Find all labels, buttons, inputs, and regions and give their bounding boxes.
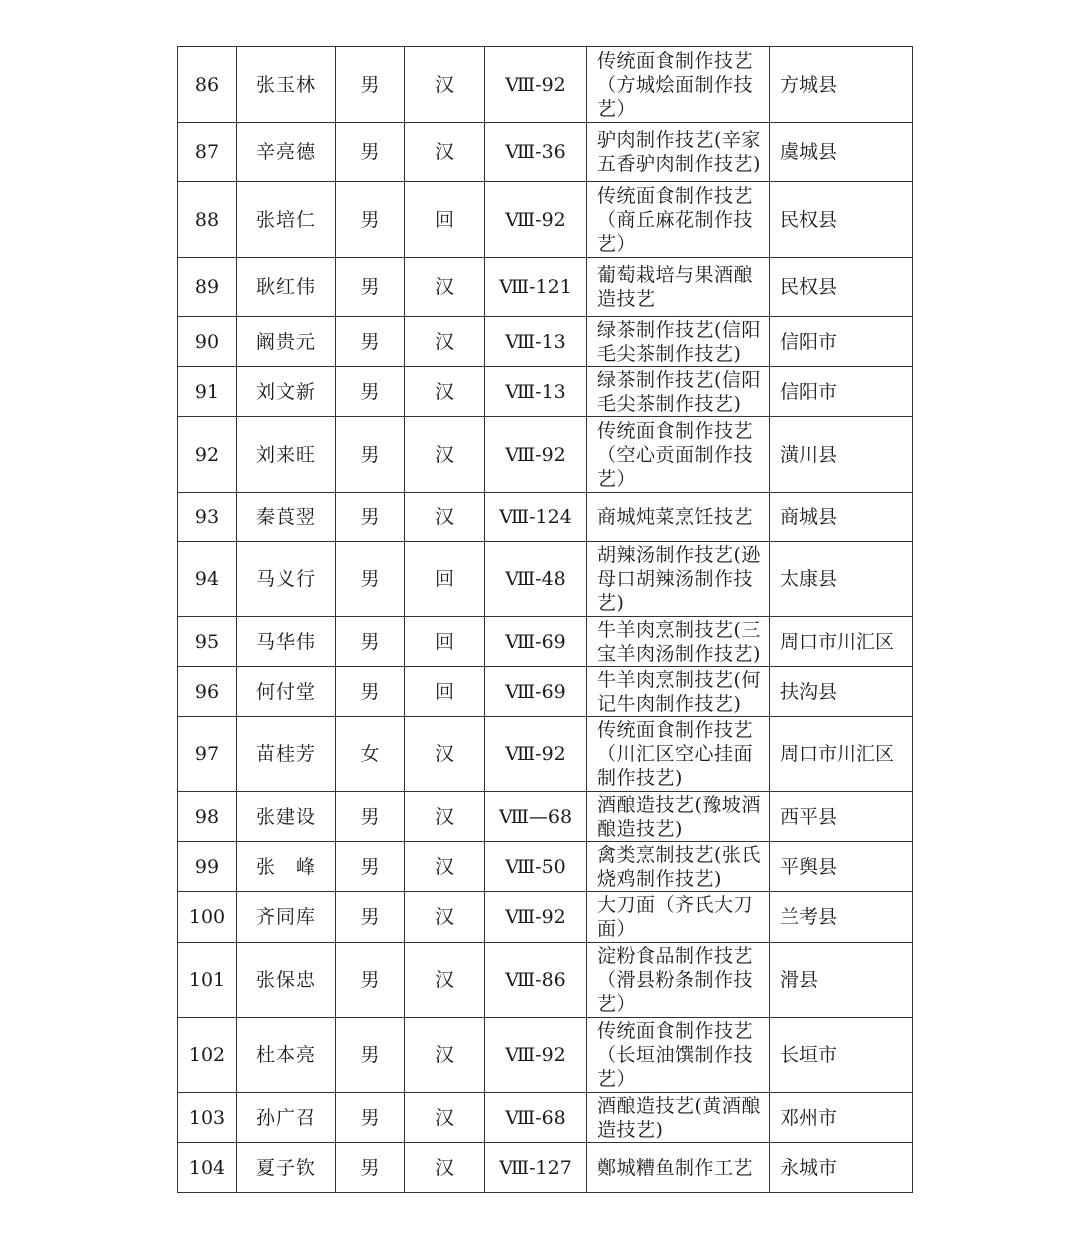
cell-number: 94: [178, 542, 237, 617]
cell-area: 民权县: [770, 258, 913, 317]
table-row: [178, 417, 913, 493]
cell-ethnicity: 汉: [405, 367, 485, 417]
cell-area: 滑县: [770, 943, 913, 1018]
cell-ethnicity: 汉: [405, 317, 485, 367]
cell-ethnicity: 汉: [405, 892, 485, 943]
cell-sex: 男: [336, 182, 405, 258]
cell-name: 刘文新: [237, 367, 336, 417]
cell-project-code: Ⅷ-92: [485, 717, 587, 792]
cell-project-name: 传统面食制作技艺 （商丘麻花制作技 艺）: [587, 182, 770, 258]
cell-area: 邓州市: [770, 1093, 913, 1143]
cell-project-code: Ⅷ-121: [485, 258, 587, 317]
cell-project-code: Ⅷ-92: [485, 1018, 587, 1093]
cell-name: 马义行: [237, 542, 336, 617]
cell-sex: 男: [336, 1143, 405, 1193]
cell-sex: 男: [336, 892, 405, 943]
cell-project-name: 牛羊肉烹制技艺(何 记牛肉制作技艺): [587, 667, 770, 717]
cell-project-name: 牛羊肉烹制技艺(三 宝羊肉汤制作技艺): [587, 617, 770, 667]
cell-area: 太康县: [770, 542, 913, 617]
table-row: [178, 717, 913, 792]
table-row: [178, 1143, 913, 1193]
cell-name: 张 峰: [237, 842, 336, 892]
cell-sex: 女: [336, 717, 405, 792]
cell-sex: 男: [336, 792, 405, 842]
cell-number: 89: [178, 258, 237, 317]
cell-name: 阚贵元: [237, 317, 336, 367]
cell-sex: 男: [336, 667, 405, 717]
cell-number: 91: [178, 367, 237, 417]
table-row: [178, 258, 913, 317]
cell-name: 苗桂芳: [237, 717, 336, 792]
cell-sex: 男: [336, 258, 405, 317]
cell-project-name: 绿茶制作技艺(信阳 毛尖茶制作技艺): [587, 317, 770, 367]
cell-project-code: Ⅷ-124: [485, 493, 587, 542]
cell-project-name: 胡辣汤制作技艺(逊 母口胡辣汤制作技 艺): [587, 542, 770, 617]
cell-project-name: 鄭城糟鱼制作工艺: [587, 1143, 770, 1193]
cell-project-code: Ⅷ-92: [485, 892, 587, 943]
cell-project-name: 传统面食制作技艺 （川汇区空心挂面 制作技艺): [587, 717, 770, 792]
cell-number: 93: [178, 493, 237, 542]
cell-sex: 男: [336, 1093, 405, 1143]
cell-sex: 男: [336, 367, 405, 417]
cell-number: 96: [178, 667, 237, 717]
cell-area: 潢川县: [770, 417, 913, 493]
cell-name: 杜本亮: [237, 1018, 336, 1093]
cell-name: 张建设: [237, 792, 336, 842]
table-row: [178, 367, 913, 417]
cell-number: 95: [178, 617, 237, 667]
cell-sex: 男: [336, 842, 405, 892]
table-row: [178, 123, 913, 182]
cell-project-name: 禽类烹制技艺(张氏 烧鸡制作技艺): [587, 842, 770, 892]
cell-project-name: 葡萄栽培与果酒酿 造技艺: [587, 258, 770, 317]
cell-project-code: Ⅷ-68: [485, 1093, 587, 1143]
cell-project-name: 商城炖菜烹饪技艺: [587, 493, 770, 542]
cell-number: 90: [178, 317, 237, 367]
cell-area: 周口市川汇区: [770, 717, 913, 792]
cell-sex: 男: [336, 47, 405, 123]
cell-sex: 男: [336, 542, 405, 617]
cell-area: 西平县: [770, 792, 913, 842]
table-row: [178, 493, 913, 542]
cell-area: 方城县: [770, 47, 913, 123]
cell-ethnicity: 回: [405, 617, 485, 667]
cell-project-code: Ⅷ-13: [485, 367, 587, 417]
cell-area: 商城县: [770, 493, 913, 542]
cell-sex: 男: [336, 493, 405, 542]
cell-sex: 男: [336, 417, 405, 493]
cell-ethnicity: 汉: [405, 943, 485, 1018]
table-row: [178, 1093, 913, 1143]
cell-area: 扶沟县: [770, 667, 913, 717]
cell-number: 97: [178, 717, 237, 792]
table-row: [178, 842, 913, 892]
cell-ethnicity: 汉: [405, 417, 485, 493]
cell-area: 虞城县: [770, 123, 913, 182]
cell-number: 86: [178, 47, 237, 123]
cell-area: 平舆县: [770, 842, 913, 892]
cell-number: 100: [178, 892, 237, 943]
heritage-inheritors-table: [177, 46, 913, 1193]
cell-sex: 男: [336, 617, 405, 667]
cell-project-code: Ⅷ-50: [485, 842, 587, 892]
table-row: [178, 667, 913, 717]
cell-ethnicity: 汉: [405, 1143, 485, 1193]
cell-area: 民权县: [770, 182, 913, 258]
cell-project-name: 驴肉制作技艺(辛家 五香驴肉制作技艺): [587, 123, 770, 182]
table-row: [178, 1018, 913, 1093]
cell-ethnicity: 汉: [405, 1093, 485, 1143]
cell-ethnicity: 回: [405, 542, 485, 617]
cell-name: 马华伟: [237, 617, 336, 667]
cell-number: 103: [178, 1093, 237, 1143]
cell-project-code: Ⅷ-48: [485, 542, 587, 617]
cell-name: 夏子钦: [237, 1143, 336, 1193]
cell-name: 张保忠: [237, 943, 336, 1018]
cell-ethnicity: 汉: [405, 258, 485, 317]
cell-sex: 男: [336, 1018, 405, 1093]
cell-project-name: 传统面食制作技艺 （长垣油馔制作技 艺）: [587, 1018, 770, 1093]
cell-project-code: Ⅷ-86: [485, 943, 587, 1018]
cell-sex: 男: [336, 123, 405, 182]
cell-area: 信阳市: [770, 317, 913, 367]
cell-number: 99: [178, 842, 237, 892]
cell-name: 辛亮德: [237, 123, 336, 182]
cell-number: 87: [178, 123, 237, 182]
cell-name: 张玉林: [237, 47, 336, 123]
cell-name: 孙广召: [237, 1093, 336, 1143]
cell-area: 信阳市: [770, 367, 913, 417]
cell-project-code: Ⅷ-69: [485, 667, 587, 717]
cell-project-name: 绿茶制作技艺(信阳 毛尖茶制作技艺): [587, 367, 770, 417]
cell-project-name: 传统面食制作技艺 （方城烩面制作技 艺）: [587, 47, 770, 123]
cell-project-code: Ⅷ—68: [485, 792, 587, 842]
table-row: [178, 792, 913, 842]
cell-name: 耿红伟: [237, 258, 336, 317]
cell-project-name: 酒酿造技艺(黄酒酿 造技艺): [587, 1093, 770, 1143]
table-row: [178, 182, 913, 258]
cell-name: 张培仁: [237, 182, 336, 258]
table-row: [178, 892, 913, 943]
cell-project-code: Ⅷ-69: [485, 617, 587, 667]
cell-ethnicity: 回: [405, 667, 485, 717]
table-row: [178, 943, 913, 1018]
cell-ethnicity: 汉: [405, 123, 485, 182]
table-body: [178, 47, 913, 1193]
cell-number: 102: [178, 1018, 237, 1093]
cell-project-code: Ⅷ-13: [485, 317, 587, 367]
table-row: [178, 47, 913, 123]
cell-name: 秦莨翌: [237, 493, 336, 542]
cell-number: 88: [178, 182, 237, 258]
cell-number: 98: [178, 792, 237, 842]
cell-number: 101: [178, 943, 237, 1018]
cell-project-name: 传统面食制作技艺 （空心贡面制作技 艺）: [587, 417, 770, 493]
cell-sex: 男: [336, 317, 405, 367]
cell-number: 104: [178, 1143, 237, 1193]
cell-project-name: 淀粉食品制作技艺 （滑县粉条制作技 艺）: [587, 943, 770, 1018]
cell-sex: 男: [336, 943, 405, 1018]
cell-name: 齐同库: [237, 892, 336, 943]
cell-ethnicity: 汉: [405, 47, 485, 123]
cell-number: 92: [178, 417, 237, 493]
cell-name: 刘来旺: [237, 417, 336, 493]
cell-ethnicity: 汉: [405, 493, 485, 542]
cell-project-code: Ⅷ-127: [485, 1143, 587, 1193]
cell-area: 永城市: [770, 1143, 913, 1193]
cell-ethnicity: 汉: [405, 792, 485, 842]
cell-ethnicity: 汉: [405, 842, 485, 892]
cell-area: 长垣市: [770, 1018, 913, 1093]
cell-project-name: 大刀面（齐氏大刀 面）: [587, 892, 770, 943]
cell-project-code: Ⅷ-92: [485, 47, 587, 123]
cell-ethnicity: 汉: [405, 1018, 485, 1093]
cell-project-code: Ⅷ-92: [485, 182, 587, 258]
cell-name: 何付堂: [237, 667, 336, 717]
cell-area: 兰考县: [770, 892, 913, 943]
table-row: [178, 542, 913, 617]
cell-ethnicity: 汉: [405, 717, 485, 792]
table-row: [178, 317, 913, 367]
cell-project-name: 酒酿造技艺(豫坡酒 酿造技艺): [587, 792, 770, 842]
cell-ethnicity: 回: [405, 182, 485, 258]
cell-project-code: Ⅷ-36: [485, 123, 587, 182]
cell-area: 周口市川汇区: [770, 617, 913, 667]
table-row: [178, 617, 913, 667]
cell-project-code: Ⅷ-92: [485, 417, 587, 493]
